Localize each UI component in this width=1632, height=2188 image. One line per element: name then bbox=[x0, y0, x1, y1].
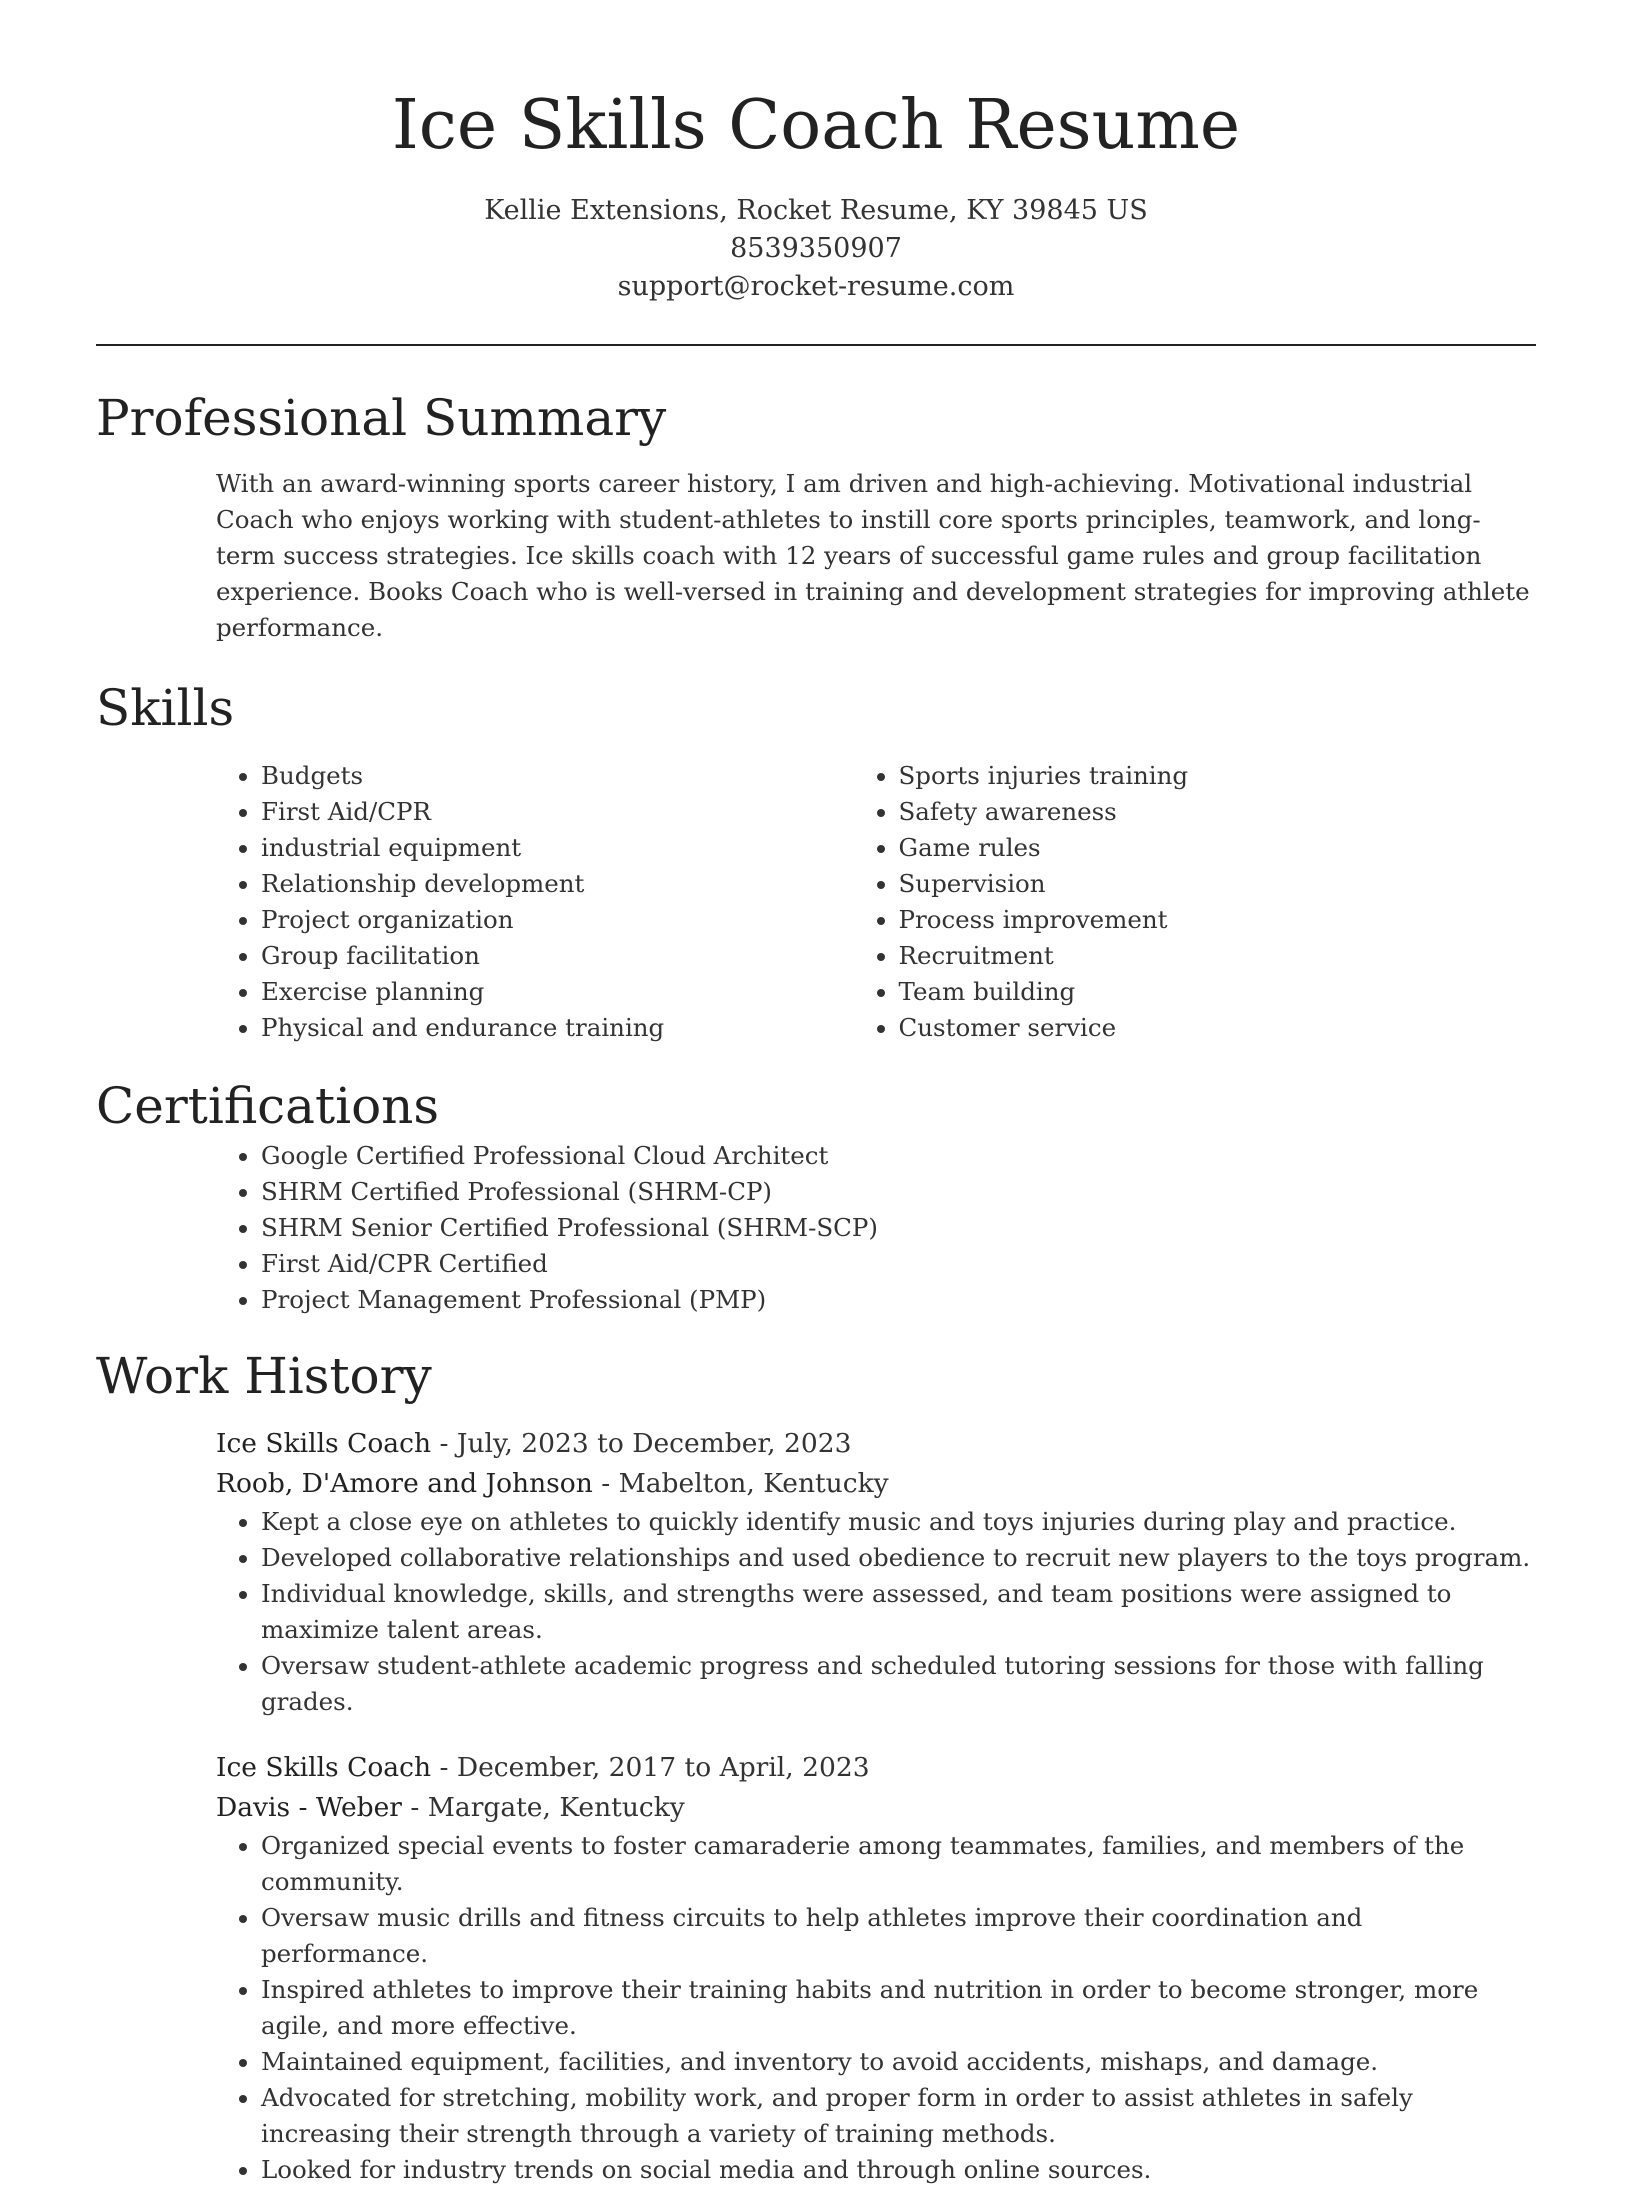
certification-item: • SHRM Certified Professional (SHRM-CP) bbox=[261, 1174, 1536, 1210]
certification-item: • Google Certified Professional Cloud Architect bbox=[261, 1138, 1536, 1174]
skill-item: • Physical and endurance training bbox=[261, 1010, 899, 1046]
skill-item: • Game rules bbox=[899, 830, 1537, 866]
job-bullet: • Kept a close eye on athletes to quickly identify music and toys injuries during play and practice. bbox=[261, 1504, 1536, 1540]
job-separator: - bbox=[439, 1428, 457, 1459]
job-entry bbox=[216, 1748, 1536, 1828]
job-company-line bbox=[216, 1464, 1536, 1504]
contact-phone: 8539350907 bbox=[730, 233, 902, 264]
resume-title: Ice Skills Coach Resume bbox=[391, 86, 1241, 165]
skill-item: • Relationship development bbox=[261, 866, 899, 902]
contact-email: support@rocket-resume.com bbox=[617, 271, 1015, 302]
job-bullet: • Individual knowledge, skills, and strengths were assessed, and team positions were assigned to maximize talent areas. bbox=[261, 1576, 1536, 1648]
header-divider bbox=[96, 344, 1536, 346]
skill-item: • Exercise planning bbox=[261, 974, 899, 1010]
job-separator: - bbox=[601, 1468, 619, 1499]
job-bullet: • Oversaw music drills and fitness circuits to help athletes improve their coordination and performance. bbox=[261, 1900, 1536, 1972]
skill-item: • Budgets bbox=[261, 758, 899, 794]
job-title: Ice Skills Coach bbox=[216, 1428, 432, 1459]
job-entry bbox=[216, 1424, 1536, 1504]
contact-address: Kellie Extensions, Rocket Resume, KY 39845 US bbox=[484, 195, 1148, 226]
skill-item: • Safety awareness bbox=[899, 794, 1537, 830]
job-title-line bbox=[216, 1424, 1536, 1464]
skill-item: • industrial equipment bbox=[261, 830, 899, 866]
certifications-heading: Certifications bbox=[96, 1077, 440, 1135]
job-location: Margate, Kentucky bbox=[427, 1792, 685, 1823]
certification-item: • SHRM Senior Certified Professional (SHRM-SCP) bbox=[261, 1210, 1536, 1246]
work-history-heading: Work History bbox=[96, 1347, 432, 1405]
skills-list-left bbox=[96, 758, 899, 1046]
job-bullet-list bbox=[216, 1828, 1536, 2188]
job-bullet: • Maintained equipment, facilities, and inventory to avoid accidents, mishaps, and damage. bbox=[261, 2044, 1536, 2080]
job-bullet: • Oversaw student-athlete academic progress and scheduled tutoring sessions for those with falling grades. bbox=[261, 1648, 1536, 1720]
job-separator: - bbox=[410, 1792, 428, 1823]
skills-list-right bbox=[899, 758, 1537, 1046]
job-location: Mabelton, Kentucky bbox=[618, 1468, 889, 1499]
certifications-list bbox=[96, 1138, 1536, 1318]
skills-heading: Skills bbox=[96, 679, 235, 737]
summary-heading: Professional Summary bbox=[96, 389, 667, 447]
skill-item: • Recruitment bbox=[899, 938, 1537, 974]
job-bullet: • Inspired athletes to improve their training habits and nutrition in order to become stronger, more agile, and more effective. bbox=[261, 1972, 1536, 2044]
job-separator: - bbox=[439, 1752, 457, 1783]
job-title: Ice Skills Coach bbox=[216, 1752, 432, 1783]
resume-page bbox=[96, 0, 1536, 2188]
certification-item: • First Aid/CPR Certified bbox=[261, 1246, 1536, 1282]
skill-item: • Supervision bbox=[899, 866, 1537, 902]
skill-item: • Group facilitation bbox=[261, 938, 899, 974]
job-company-line bbox=[216, 1788, 1536, 1828]
job-company: Roob, D'Amore and Johnson bbox=[216, 1468, 593, 1499]
job-company: Davis - Weber bbox=[216, 1792, 402, 1823]
skill-item: • Team building bbox=[899, 974, 1537, 1010]
resume-header bbox=[96, 0, 1536, 306]
summary-text: With an award-winning sports career history, I am driven and high-achieving. Motivational industrial Coach who enjoys working with student-athletes to instill core sports principles, teamwork, and long-term success strategies. Ice skills coach with 12 years of successful game rules and group facilitation experience. Books Coach who is well-versed in training and development strategies for improving athlete performance. bbox=[216, 469, 1530, 642]
job-bullet: • Advocated for stretching, mobility work, and proper form in order to assist athletes in safely increasing their strength through a variety of training methods. bbox=[261, 2080, 1536, 2152]
skill-item: • Sports injuries training bbox=[899, 758, 1537, 794]
skill-item: • First Aid/CPR bbox=[261, 794, 899, 830]
job-dates: July, 2023 to December, 2023 bbox=[456, 1428, 852, 1459]
skill-item: • Process improvement bbox=[899, 902, 1537, 938]
job-title-line bbox=[216, 1748, 1536, 1788]
skill-item: • Customer service bbox=[899, 1010, 1537, 1046]
contact-info bbox=[96, 192, 1536, 306]
skill-item: • Project organization bbox=[261, 902, 899, 938]
skills-columns bbox=[96, 758, 1536, 1046]
certification-item: • Project Management Professional (PMP) bbox=[261, 1282, 1536, 1318]
job-dates: December, 2017 to April, 2023 bbox=[456, 1752, 870, 1783]
job-bullet: • Organized special events to foster camaraderie among teammates, families, and members of the community. bbox=[261, 1828, 1536, 1900]
job-bullet-list bbox=[216, 1504, 1536, 1720]
job-bullet: • Looked for industry trends on social media and through online sources. bbox=[261, 2152, 1536, 2188]
job-bullet: • Developed collaborative relationships and used obedience to recruit new players to the toys program. bbox=[261, 1540, 1536, 1576]
